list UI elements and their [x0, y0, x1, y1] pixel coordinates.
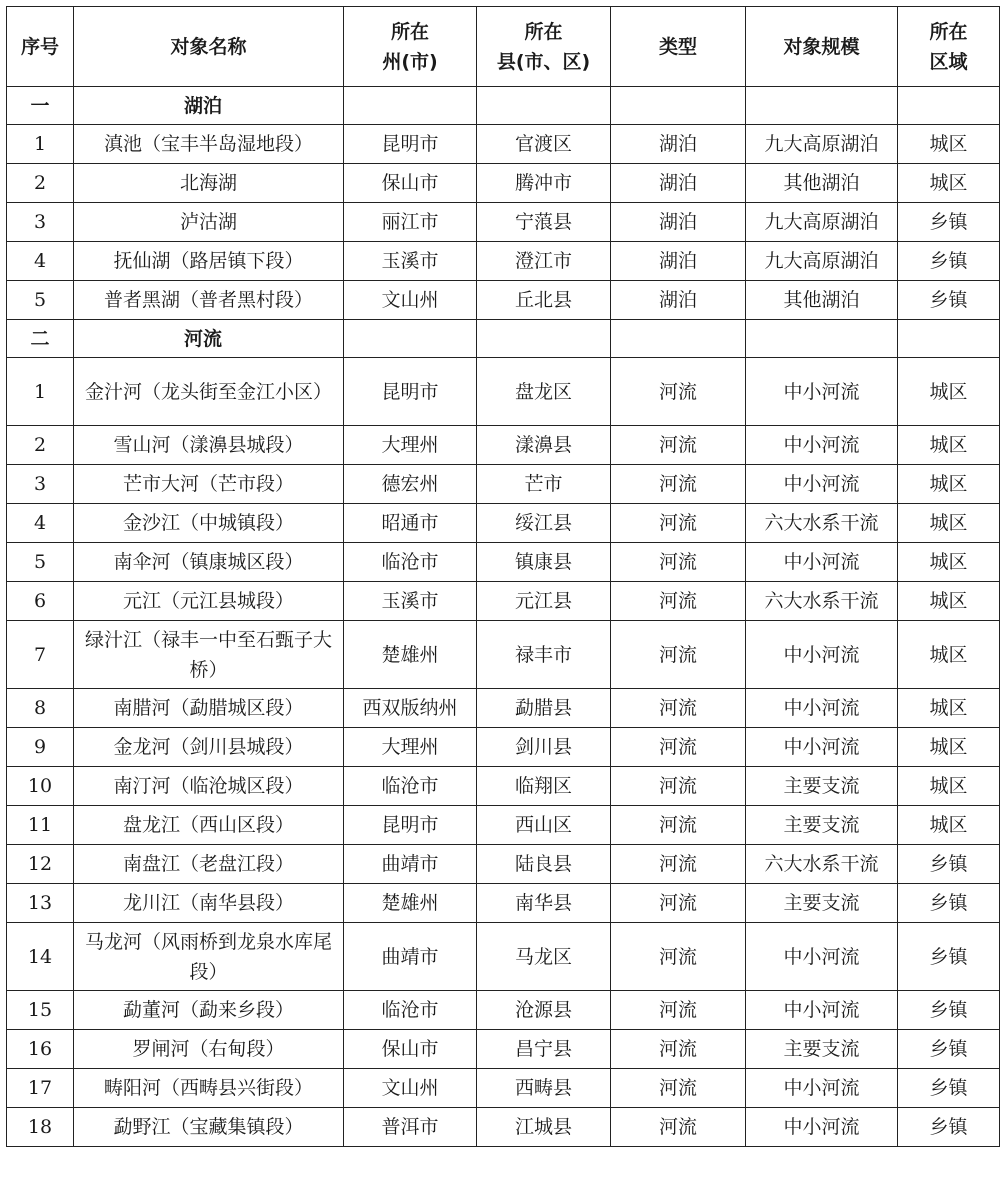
row-scale-cell: 中小河流	[746, 991, 898, 1030]
row-county-cell: 元江县	[477, 582, 611, 621]
table-row	[7, 689, 1000, 728]
row-index-cell: 5	[7, 543, 74, 582]
row-index-cell: 18	[7, 1108, 74, 1147]
row-scale-cell: 中小河流	[746, 358, 898, 426]
table-row	[7, 728, 1000, 767]
row-county-cell: 西畴县	[477, 1069, 611, 1108]
row-name-cell: 滇池（宝丰半岛湿地段）	[74, 125, 344, 164]
row-type-cell: 河流	[611, 991, 746, 1030]
row-prefecture-cell: 丽江市	[344, 203, 477, 242]
row-name-cell: 元江（元江县城段）	[74, 582, 344, 621]
table-row	[7, 164, 1000, 203]
row-index-cell: 17	[7, 1069, 74, 1108]
row-scale-cell: 中小河流	[746, 1108, 898, 1147]
row-region-cell: 城区	[898, 767, 1000, 806]
section-empty-cell	[344, 320, 477, 358]
row-name-cell: 南伞河（镇康城区段）	[74, 543, 344, 582]
section-empty-cell	[477, 320, 611, 358]
row-scale-cell: 六大水系干流	[746, 582, 898, 621]
row-index-cell: 2	[7, 426, 74, 465]
row-scale-cell: 中小河流	[746, 689, 898, 728]
row-region-cell: 乡镇	[898, 1108, 1000, 1147]
row-type-cell: 湖泊	[611, 164, 746, 203]
row-prefecture-cell: 玉溪市	[344, 242, 477, 281]
row-name-cell: 南腊河（勐腊城区段）	[74, 689, 344, 728]
table-body	[7, 87, 1000, 1147]
header-region: 所在 区域	[898, 7, 1000, 87]
row-prefecture-cell: 曲靖市	[344, 845, 477, 884]
table-row	[7, 806, 1000, 845]
table-row	[7, 426, 1000, 465]
row-scale-cell: 主要支流	[746, 1030, 898, 1069]
section-number: 二	[7, 320, 74, 358]
row-name-cell: 马龙河（风雨桥到龙泉水库尾段）	[74, 923, 344, 991]
row-prefecture-cell: 普洱市	[344, 1108, 477, 1147]
row-region-cell: 城区	[898, 582, 1000, 621]
row-county-cell: 临翔区	[477, 767, 611, 806]
row-region-cell: 城区	[898, 164, 1000, 203]
row-prefecture-cell: 保山市	[344, 1030, 477, 1069]
row-prefecture-cell: 楚雄州	[344, 884, 477, 923]
table-row	[7, 845, 1000, 884]
table-row	[7, 1030, 1000, 1069]
row-type-cell: 河流	[611, 845, 746, 884]
row-prefecture-cell: 曲靖市	[344, 923, 477, 991]
row-name-cell: 金龙河（剑川县城段）	[74, 728, 344, 767]
row-scale-cell: 中小河流	[746, 923, 898, 991]
row-prefecture-cell: 西双版纳州	[344, 689, 477, 728]
row-prefecture-cell: 玉溪市	[344, 582, 477, 621]
table-row	[7, 203, 1000, 242]
row-index-cell: 3	[7, 203, 74, 242]
row-scale-cell: 中小河流	[746, 543, 898, 582]
row-scale-cell: 九大高原湖泊	[746, 203, 898, 242]
row-county-cell: 宁蒗县	[477, 203, 611, 242]
row-name-cell: 罗闸河（右甸段）	[74, 1030, 344, 1069]
row-scale-cell: 中小河流	[746, 465, 898, 504]
row-region-cell: 乡镇	[898, 991, 1000, 1030]
row-index-cell: 11	[7, 806, 74, 845]
row-scale-cell: 主要支流	[746, 806, 898, 845]
row-region-cell: 城区	[898, 504, 1000, 543]
table-header	[7, 7, 1000, 87]
row-scale-cell: 六大水系干流	[746, 504, 898, 543]
row-type-cell: 河流	[611, 504, 746, 543]
row-prefecture-cell: 昆明市	[344, 358, 477, 426]
row-county-cell: 盘龙区	[477, 358, 611, 426]
row-index-cell: 14	[7, 923, 74, 991]
header-county: 所在 县(市、区)	[477, 7, 611, 87]
row-type-cell: 河流	[611, 1030, 746, 1069]
row-region-cell: 乡镇	[898, 1030, 1000, 1069]
section-header-row	[7, 320, 1000, 358]
row-type-cell: 湖泊	[611, 281, 746, 320]
table-row	[7, 1069, 1000, 1108]
table-row	[7, 621, 1000, 689]
section-empty-cell	[344, 87, 477, 125]
row-index-cell: 7	[7, 621, 74, 689]
row-type-cell: 河流	[611, 358, 746, 426]
table-row	[7, 242, 1000, 281]
section-empty-cell	[611, 87, 746, 125]
row-index-cell: 10	[7, 767, 74, 806]
header-scale: 对象规模	[746, 7, 898, 87]
row-county-cell: 马龙区	[477, 923, 611, 991]
row-county-cell: 剑川县	[477, 728, 611, 767]
table-row	[7, 991, 1000, 1030]
table-row	[7, 884, 1000, 923]
row-prefecture-cell: 昭通市	[344, 504, 477, 543]
row-type-cell: 河流	[611, 426, 746, 465]
row-index-cell: 6	[7, 582, 74, 621]
row-name-cell: 抚仙湖（路居镇下段）	[74, 242, 344, 281]
table-row	[7, 923, 1000, 991]
row-index-cell: 8	[7, 689, 74, 728]
row-type-cell: 河流	[611, 1108, 746, 1147]
section-empty-cell	[611, 320, 746, 358]
row-prefecture-cell: 德宏州	[344, 465, 477, 504]
row-scale-cell: 中小河流	[746, 1069, 898, 1108]
row-county-cell: 官渡区	[477, 125, 611, 164]
header-prefecture: 所在 州(市)	[344, 7, 477, 87]
row-index-cell: 5	[7, 281, 74, 320]
row-region-cell: 乡镇	[898, 203, 1000, 242]
table-row	[7, 465, 1000, 504]
header-index: 序号	[7, 7, 74, 87]
table-row	[7, 125, 1000, 164]
row-index-cell: 12	[7, 845, 74, 884]
row-scale-cell: 中小河流	[746, 728, 898, 767]
table-row	[7, 543, 1000, 582]
row-index-cell: 9	[7, 728, 74, 767]
row-scale-cell: 其他湖泊	[746, 281, 898, 320]
row-name-cell: 南汀河（临沧城区段）	[74, 767, 344, 806]
row-county-cell: 镇康县	[477, 543, 611, 582]
row-region-cell: 城区	[898, 358, 1000, 426]
row-name-cell: 畴阳河（西畴县兴街段）	[74, 1069, 344, 1108]
row-prefecture-cell: 文山州	[344, 1069, 477, 1108]
table-row	[7, 582, 1000, 621]
section-empty-cell	[477, 87, 611, 125]
row-county-cell: 勐腊县	[477, 689, 611, 728]
row-region-cell: 城区	[898, 621, 1000, 689]
row-region-cell: 城区	[898, 426, 1000, 465]
section-empty-cell	[898, 320, 1000, 358]
row-index-cell: 15	[7, 991, 74, 1030]
row-county-cell: 禄丰市	[477, 621, 611, 689]
row-county-cell: 江城县	[477, 1108, 611, 1147]
row-type-cell: 河流	[611, 689, 746, 728]
row-type-cell: 河流	[611, 465, 746, 504]
row-region-cell: 城区	[898, 689, 1000, 728]
row-type-cell: 河流	[611, 728, 746, 767]
row-type-cell: 河流	[611, 543, 746, 582]
row-index-cell: 2	[7, 164, 74, 203]
row-scale-cell: 九大高原湖泊	[746, 125, 898, 164]
row-name-cell: 勐野江（宝藏集镇段）	[74, 1108, 344, 1147]
row-scale-cell: 主要支流	[746, 884, 898, 923]
row-name-cell: 雪山河（漾濞县城段）	[74, 426, 344, 465]
row-type-cell: 河流	[611, 582, 746, 621]
row-prefecture-cell: 大理州	[344, 728, 477, 767]
row-type-cell: 河流	[611, 923, 746, 991]
row-name-cell: 龙川江（南华县段）	[74, 884, 344, 923]
row-county-cell: 芒市	[477, 465, 611, 504]
row-name-cell: 芒市大河（芒市段）	[74, 465, 344, 504]
row-region-cell: 乡镇	[898, 923, 1000, 991]
row-region-cell: 乡镇	[898, 281, 1000, 320]
row-region-cell: 乡镇	[898, 845, 1000, 884]
water-body-table-sheet	[6, 6, 1000, 1147]
section-empty-cell	[746, 320, 898, 358]
row-index-cell: 4	[7, 242, 74, 281]
row-index-cell: 3	[7, 465, 74, 504]
row-region-cell: 乡镇	[898, 242, 1000, 281]
row-county-cell: 丘北县	[477, 281, 611, 320]
row-region-cell: 乡镇	[898, 884, 1000, 923]
row-name-cell: 金汁河（龙头街至金江小区）	[74, 358, 344, 426]
table-row	[7, 281, 1000, 320]
row-prefecture-cell: 楚雄州	[344, 621, 477, 689]
row-type-cell: 河流	[611, 621, 746, 689]
row-county-cell: 西山区	[477, 806, 611, 845]
row-name-cell: 绿汁江（禄丰一中至石甄子大桥）	[74, 621, 344, 689]
row-index-cell: 13	[7, 884, 74, 923]
row-region-cell: 城区	[898, 125, 1000, 164]
section-empty-cell	[746, 87, 898, 125]
table-row	[7, 504, 1000, 543]
row-region-cell: 城区	[898, 543, 1000, 582]
row-prefecture-cell: 昆明市	[344, 125, 477, 164]
row-name-cell: 南盘江（老盘江段）	[74, 845, 344, 884]
row-prefecture-cell: 临沧市	[344, 767, 477, 806]
row-type-cell: 湖泊	[611, 242, 746, 281]
row-county-cell: 沧源县	[477, 991, 611, 1030]
section-title: 河流	[74, 320, 344, 358]
row-prefecture-cell: 保山市	[344, 164, 477, 203]
row-region-cell: 城区	[898, 806, 1000, 845]
row-county-cell: 澄江市	[477, 242, 611, 281]
row-prefecture-cell: 昆明市	[344, 806, 477, 845]
row-type-cell: 湖泊	[611, 203, 746, 242]
row-name-cell: 金沙江（中城镇段）	[74, 504, 344, 543]
row-county-cell: 南华县	[477, 884, 611, 923]
row-county-cell: 绥江县	[477, 504, 611, 543]
row-prefecture-cell: 文山州	[344, 281, 477, 320]
row-type-cell: 河流	[611, 806, 746, 845]
row-index-cell: 4	[7, 504, 74, 543]
row-prefecture-cell: 临沧市	[344, 991, 477, 1030]
row-name-cell: 盘龙江（西山区段）	[74, 806, 344, 845]
row-scale-cell: 主要支流	[746, 767, 898, 806]
row-prefecture-cell: 大理州	[344, 426, 477, 465]
row-index-cell: 1	[7, 125, 74, 164]
header-type: 类型	[611, 7, 746, 87]
row-county-cell: 昌宁县	[477, 1030, 611, 1069]
row-scale-cell: 其他湖泊	[746, 164, 898, 203]
row-county-cell: 腾冲市	[477, 164, 611, 203]
table-row	[7, 358, 1000, 426]
header-name: 对象名称	[74, 7, 344, 87]
row-name-cell: 勐董河（勐来乡段）	[74, 991, 344, 1030]
row-scale-cell: 九大高原湖泊	[746, 242, 898, 281]
section-empty-cell	[898, 87, 1000, 125]
row-type-cell: 湖泊	[611, 125, 746, 164]
row-region-cell: 城区	[898, 465, 1000, 504]
row-type-cell: 河流	[611, 884, 746, 923]
table-row	[7, 767, 1000, 806]
row-county-cell: 陆良县	[477, 845, 611, 884]
row-region-cell: 乡镇	[898, 1069, 1000, 1108]
row-prefecture-cell: 临沧市	[344, 543, 477, 582]
table-row	[7, 1108, 1000, 1147]
row-scale-cell: 六大水系干流	[746, 845, 898, 884]
water-body-table	[6, 6, 1000, 1147]
section-number: 一	[7, 87, 74, 125]
row-index-cell: 16	[7, 1030, 74, 1069]
row-name-cell: 普者黑湖（普者黑村段）	[74, 281, 344, 320]
row-name-cell: 泸沽湖	[74, 203, 344, 242]
row-type-cell: 河流	[611, 1069, 746, 1108]
row-county-cell: 漾濞县	[477, 426, 611, 465]
row-name-cell: 北海湖	[74, 164, 344, 203]
row-region-cell: 城区	[898, 728, 1000, 767]
section-title: 湖泊	[74, 87, 344, 125]
row-type-cell: 河流	[611, 767, 746, 806]
row-scale-cell: 中小河流	[746, 621, 898, 689]
row-scale-cell: 中小河流	[746, 426, 898, 465]
row-index-cell: 1	[7, 358, 74, 426]
section-header-row	[7, 87, 1000, 125]
